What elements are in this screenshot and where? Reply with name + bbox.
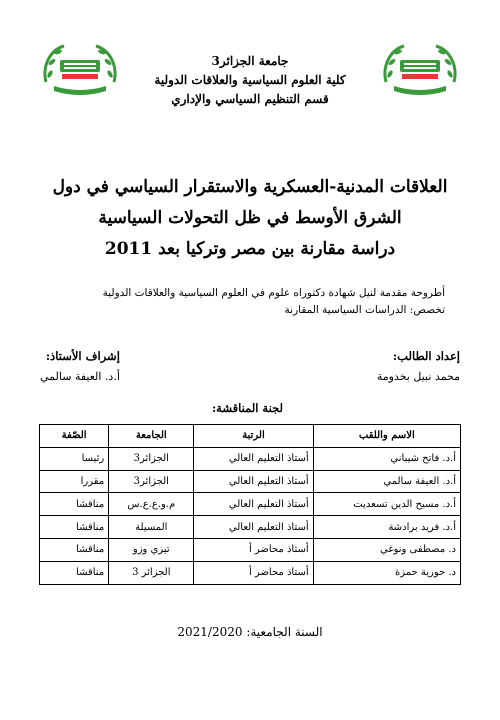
committee-title: لجنة المناقشة: [211, 401, 283, 415]
member-name: أ.د. العيفة سالمي [313, 470, 460, 493]
member-name: أ.د. فاتح شيباني [313, 447, 460, 470]
university-emblem-left [40, 38, 120, 100]
member-name: د. حورية حمزة [313, 561, 460, 584]
member-rank: أستاذ محاضر أ [194, 538, 313, 561]
member-role: رئيسا [40, 447, 109, 470]
member-university: الجزائر3 [109, 470, 194, 493]
table-row [40, 516, 461, 539]
thesis-title-line-3: دراسة مقارنة بين مصر وتركيا بعد 2011 [104, 239, 396, 259]
purpose-line: أطروحة مقدمة لنيل شهادة دكتوراه علوم في العلوم السياسية والعلاقات الدولية [102, 287, 445, 299]
committee-table [39, 424, 461, 585]
academic-year [150, 625, 350, 639]
table-row [40, 470, 461, 493]
member-rank: أستاذ التعليم العالي [194, 516, 313, 539]
university-emblem-icon [40, 38, 120, 100]
member-university: تيزي وزو [109, 538, 194, 561]
thesis-title-line-2: الشرق الأوسط في ظل التحولات السياسية [98, 208, 402, 228]
member-role: مناقشا [40, 516, 109, 539]
member-role: مناقشا [40, 538, 109, 561]
table-row [40, 538, 461, 561]
supervisor-label: إشراف الأستاذ: [45, 349, 120, 363]
member-role: مناقشا [40, 561, 109, 584]
member-rank: أستاذ التعليم العالي [194, 493, 313, 516]
student-name: محمد نبيل بخدومة [376, 370, 460, 383]
member-university: الجزائر 3 [109, 561, 194, 584]
university-emblem-right [380, 38, 460, 100]
member-role: مقررا [40, 470, 109, 493]
header-name: الاسم واللقب [313, 425, 460, 448]
member-name: د. مصطفى ونوغي [313, 538, 460, 561]
thesis-title-line-1: العلاقات المدنية-العسكرية والاستقرار السياسي في دول [52, 177, 448, 197]
university-emblem-icon [380, 38, 460, 100]
prepared-by [377, 344, 460, 386]
prepared-by-label: إعداد الطالب: [392, 349, 460, 363]
header-rank: الرتبة [194, 425, 313, 448]
university-name: جامعة الجزائر3 [211, 54, 289, 68]
header-role: الصّفة [40, 425, 109, 448]
faculty-name: كلية العلوم السياسية والعلاقات الدولية [154, 73, 346, 87]
thesis-purpose [103, 285, 445, 319]
member-rank: أستاذ التعليم العالي [194, 470, 313, 493]
authors-section [40, 344, 460, 384]
supervisor [40, 344, 120, 386]
academic-year-label: السنة الجامعية: [246, 625, 323, 639]
institution-header [130, 52, 370, 109]
member-university: الجزائر3 [109, 447, 194, 470]
table-row [40, 447, 461, 470]
committee-header-row [40, 425, 461, 448]
table-row [40, 493, 461, 516]
academic-year-value: 2021/2020 [177, 625, 243, 639]
supervisor-name: أ.د. العيفة سالمي [40, 370, 120, 383]
member-rank: أستاذ التعليم العالي [194, 447, 313, 470]
member-name: أ.د. فريد برادشة [313, 516, 460, 539]
header-university: الجامعة [109, 425, 194, 448]
member-name: أ.د. مسيح الدين تسعديت [313, 493, 460, 516]
member-role: مناقشا [40, 493, 109, 516]
thesis-title [30, 172, 470, 265]
member-university: م.و.ع.ع.س [109, 493, 194, 516]
specialization-line: تخصص: الدراسات السياسية المقارنة [284, 304, 445, 316]
department-name: قسم التنظيم السياسي والإداري [171, 92, 329, 106]
table-row [40, 561, 461, 584]
member-university: المسيلة [109, 516, 194, 539]
member-rank: أستاذ محاضر أ [194, 561, 313, 584]
